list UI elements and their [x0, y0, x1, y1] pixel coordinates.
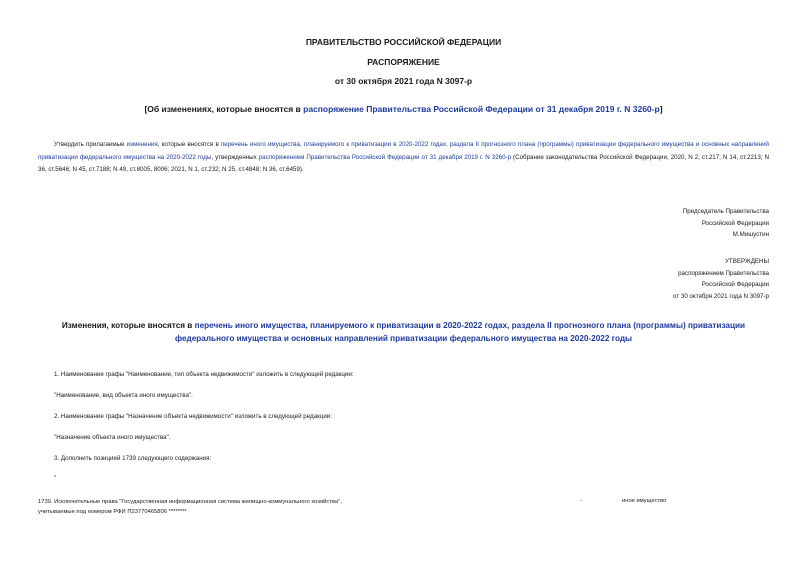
paragraph-text: Утвердить прилагаемые	[54, 141, 127, 148]
item-2-quote: "Назначение объекта иного имущества".	[54, 434, 171, 441]
item-1-quote: "Наименование, вид объекта иного имущества".	[54, 392, 193, 399]
table-row-type: иное имущество	[622, 498, 667, 504]
approval-date: от 30 октября 2021 года N 3097-р	[673, 292, 769, 300]
government-heading: ПРАВИТЕЛЬСТВО РОССИЙСКОЙ ФЕДЕРАЦИИ	[305, 37, 502, 47]
table-row-name-line: 1739. Исключительные права "Государственная информационная система жилищно-коммунального хозяйства",	[38, 499, 342, 505]
paragraph-text: , утвержденных	[211, 153, 259, 161]
paragraph-text: (Собрание законодательства Российской Федерации, 2020, N 2, ст.217; N 14, ст.2213; N 36, ст.5646; N 45, ст.7188; N 49, ст.8005, 8006; 2021, N 1, ст.232; N 25, ст.4848; N 36, ст.6459).	[38, 153, 769, 173]
subject-suffix: ]	[659, 104, 663, 114]
table-row-name	[38, 498, 342, 517]
signature-title: Председатель Правительства	[682, 208, 769, 215]
approval-block	[673, 256, 769, 302]
table-row-dash: -	[580, 498, 582, 504]
signatory-name: М.Мишустин	[732, 231, 769, 239]
signature-title-2: Российской Федерации	[701, 219, 769, 227]
quote-open: "	[54, 475, 57, 482]
document-type: РАСПОРЯЖЕНИЕ	[367, 57, 440, 67]
approval-line: Российской Федерации	[701, 281, 769, 289]
changes-title	[60, 320, 747, 345]
document-subject	[0, 104, 807, 114]
changes-title-link[interactable]: перечень иного имущества, планируемого к приватизации в 2020-2022 годах, раздела II прогнозного плана (программы) приватизации федерального имущества и основных направлений приватизации федерального имущества на 2020-2022 годы	[174, 321, 746, 343]
order-link[interactable]: распоряжением Правительства Российской Федерации от 31 декабря 2019 г. N 3260-р	[258, 153, 512, 161]
document-date-number: от 30 октября 2021 года N 3097-р	[334, 76, 473, 86]
approval-line: распоряжением Правительства	[678, 269, 769, 277]
item-3: 3. Дополнить позицией 1739 следующего содержания:	[54, 455, 212, 462]
subject-link[interactable]: распоряжение Правительства Российской Федерации от 31 декабря 2019 г. N 3260-р	[303, 104, 660, 114]
paragraph-text: , которые вносятся в	[157, 141, 221, 148]
subject-prefix: [Об изменениях, которые вносятся в	[144, 104, 304, 114]
approval-heading: УТВЕРЖДЕНЫ	[725, 258, 769, 265]
changes-title-prefix: Изменения, которые вносятся в	[61, 321, 195, 330]
item-1: 1. Наименование графы "Наименование, тип объекта недвижимости" изложить в следующей редакции:	[54, 371, 354, 378]
main-paragraph	[38, 139, 769, 177]
property-list-link[interactable]: перечень иного имущества, планируемого к приватизации в 2020-2022 годах, раздела II прогнозного плана (программы) приватизации федерального имущества и основных направлений приватизации федерального имущества на 2020-2022 годы	[38, 141, 769, 161]
item-2: 2. Наименование графы "Назначение объекта недвижимости" изложить в следующей редакции:	[54, 413, 332, 420]
signature-block	[683, 206, 769, 241]
table-row-name-line: учитываемые под номером РФИ П23770465806 ********	[38, 508, 187, 515]
changes-link[interactable]: изменения	[126, 141, 158, 148]
